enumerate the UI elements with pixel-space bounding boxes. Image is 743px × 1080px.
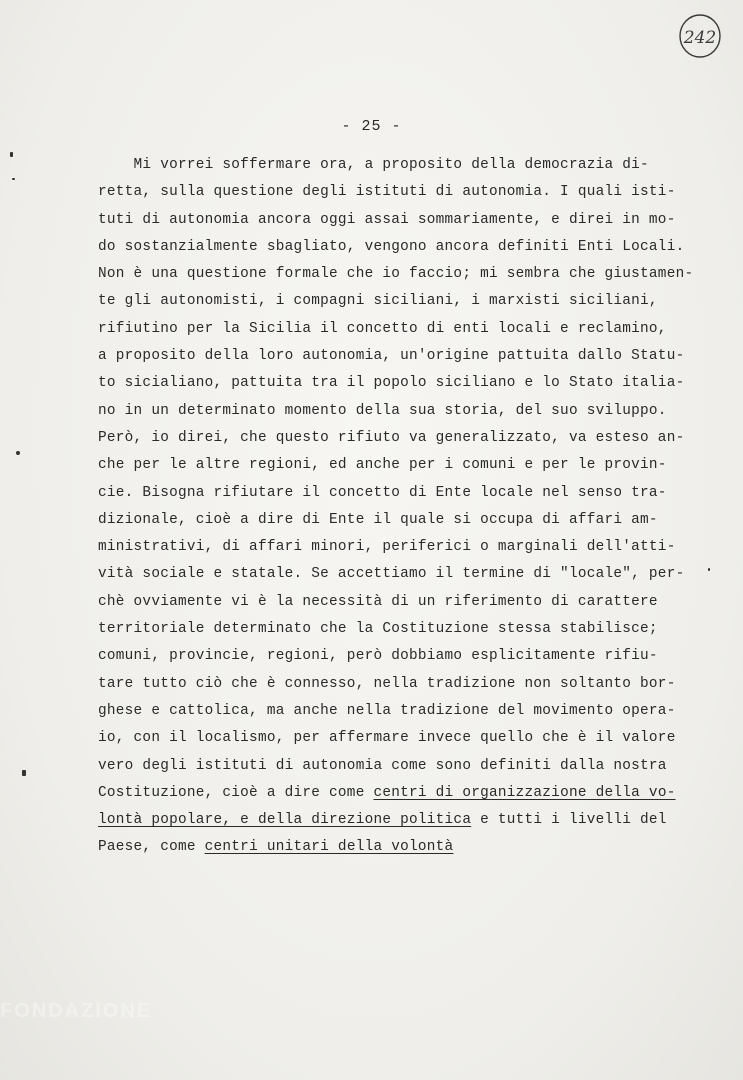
text-line: tuti di autonomia ancora oggi assai sommariamente, e direi in mo- xyxy=(98,211,676,228)
text-line: vero degli istituti di autonomia come sono definiti dalla nostra xyxy=(98,757,667,774)
text-line xyxy=(98,807,698,834)
text-line: do sostanzialmente sbagliato, vengono ancora definiti Enti Locali. xyxy=(98,238,685,255)
text-line: chè ovviamente vi è la necessità di un riferimento di carattere xyxy=(98,593,658,610)
text-line: Non è una questione formale che io faccio; mi sembra che giustamen- xyxy=(98,266,694,283)
typed-paragraph xyxy=(98,152,698,862)
text-line: a proposito della loro autonomia, un'origine pattuita dallo Statu- xyxy=(98,348,685,365)
text-line: to sicialiano, pattuita tra il popolo siciliano e lo Stato italia- xyxy=(98,375,685,392)
text-line xyxy=(98,834,698,861)
text-line: retta, sulla questione degli istituti di autonomia. I quali isti- xyxy=(98,184,676,201)
text-line: ghese e cattolica, ma anche nella tradizione del movimento opera- xyxy=(98,702,676,719)
line-text-plain: Costituzione, cioè a dire come xyxy=(98,784,374,801)
underlined-phrase: centri di organizzazione della vo- xyxy=(373,784,676,801)
text-line: no in un determinato momento della sua storia, del suo sviluppo. xyxy=(98,402,667,419)
text-line: ministrativi, di affari minori, periferici o marginali dell'atti- xyxy=(98,539,676,556)
text-line: io, con il localismo, per affermare invece quello che è il valore xyxy=(98,730,676,747)
page-number: - 25 - xyxy=(341,118,402,135)
margin-mark xyxy=(708,568,710,571)
text-line: rifiutino per la Sicilia il concetto di enti locali e reclamino, xyxy=(98,320,667,337)
watermark: FONDAZIONE xyxy=(0,1000,153,1022)
margin-mark xyxy=(12,178,15,180)
margin-mark xyxy=(16,451,20,455)
text-line: comuni, provincie, regioni, però dobbiamo esplicitamente rifiu- xyxy=(98,648,658,665)
text-line: Mi vorrei soffermare ora, a proposito della democrazia di- xyxy=(98,157,649,173)
text-line: te gli autonomisti, i compagni siciliani, i marxisti siciliani, xyxy=(98,293,658,310)
text-line: territoriale determinato che la Costituzione stessa stabilisce; xyxy=(98,621,658,638)
text-line: vità sociale e statale. Se accettiamo il termine di "locale", per- xyxy=(98,566,685,583)
underlined-phrase: lontà popolare, e della direzione politica xyxy=(98,812,472,829)
text-line: cie. Bisogna rifiutare il concetto di Ente locale nel senso tra- xyxy=(98,484,667,501)
archive-number-stamp xyxy=(676,12,724,60)
text-line: Però, io direi, che questo rifiuto va generalizzato, va esteso an- xyxy=(98,429,685,446)
archive-number-text: 242 xyxy=(683,28,717,48)
text-line xyxy=(98,780,698,807)
text-line: dizionale, cioè a dire di Ente il quale si occupa di affari am- xyxy=(98,511,658,528)
underlined-phrase: centri unitari della volontà xyxy=(204,839,454,856)
line-text-plain: e tutti i livelli del xyxy=(471,812,667,829)
margin-mark xyxy=(22,770,26,776)
text-line: che per le altre regioni, ed anche per i comuni e per le provin- xyxy=(98,457,667,474)
text-line: tare tutto ciò che è connesso, nella tradizione non soltanto bor- xyxy=(98,675,676,692)
margin-mark xyxy=(10,152,13,157)
line-text-plain: Paese, come xyxy=(98,839,205,856)
